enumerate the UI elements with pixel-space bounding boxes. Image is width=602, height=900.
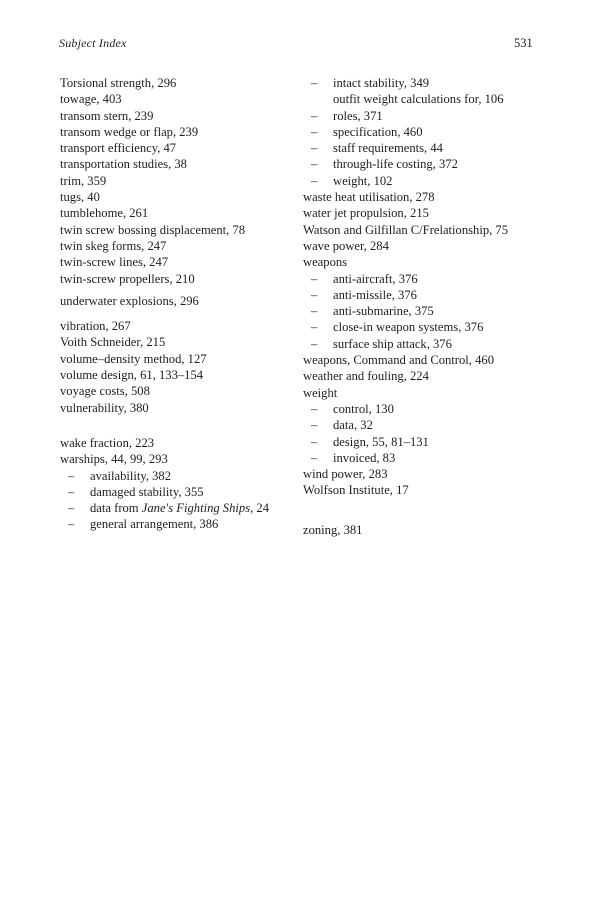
entry-text: data from [90,501,142,516]
index-entry [303,522,583,538]
index-subentry [60,516,300,532]
entry-text: surface ship attack, 376 [333,336,452,351]
index-subentry [303,336,583,352]
entry-text: volume–density method, 127 [60,351,207,366]
index-entry [60,318,300,334]
subentry-dash: – [311,141,318,156]
index-subentry [303,434,583,450]
index-entry [60,383,300,399]
entry-text: weapons, Command and Control, 460 [303,353,494,368]
index-subentry [60,500,300,516]
index-entry [60,75,300,91]
index-entry [60,140,300,156]
subentry-dash: – [311,271,318,286]
subentry-dash: – [68,517,75,532]
entry-text: tugs, 40 [60,190,100,205]
entry-text: outfit weight calculations for, 106 [333,92,504,107]
subentry-dash: – [68,468,75,483]
index-entry [60,451,300,467]
entry-text: twin screw bossing displacement, 78 [60,222,246,237]
index-subentry [303,140,583,156]
subentry-dash: – [311,418,318,433]
running-head: Subject Index [59,36,127,50]
index-entry [60,334,300,350]
entry-text: transom stern, 239 [60,108,154,123]
index-entry [60,124,300,140]
entry-text: weight [303,385,338,400]
entry-text: anti-missile, 376 [333,287,417,302]
entry-text: transom wedge or flap, 239 [60,124,199,139]
entry-title-italic: Jane's Fighting Ships [141,501,251,516]
index-subentry [303,450,583,466]
index-subentry [303,156,583,172]
index-entry [60,189,300,205]
subentry-dash: – [311,108,318,123]
subentry-dash: – [311,157,318,172]
index-subentry [303,303,583,319]
entry-text: twin-screw propellers, 210 [60,271,195,286]
entry-text: zoning, 381 [303,522,363,537]
subentry-dash: – [311,304,318,319]
entry-text: towage, 403 [60,92,122,107]
entry-text: wave power, 284 [303,238,389,253]
entry-text: vulnerability, 380 [60,400,149,415]
index-entry [60,222,300,238]
entry-text: wind power, 283 [303,467,388,482]
entry-text: Voith Schneider, 215 [60,335,166,350]
subentry-dash: – [311,434,318,449]
entry-text: through-life costing, 372 [333,157,458,172]
index-subentry [303,319,583,335]
subentry-dash: – [311,401,318,416]
subentry-dash: – [68,484,75,499]
index-subentry [303,271,583,287]
index-entry [303,238,583,254]
subentry-dash: – [311,287,318,302]
index-entry [60,205,300,221]
index-entry [60,254,300,270]
subentry-dash: – [68,501,75,516]
subentry-dash: – [311,173,318,188]
index-entry [303,254,583,270]
entry-text: twin-screw lines, 247 [60,255,169,270]
index-entry [60,367,300,383]
index-entry [60,271,300,287]
entry-text: specification, 460 [333,124,423,139]
entry-text: Torsional strength, 296 [60,76,177,90]
entry-text: water jet propulsion, 215 [303,206,429,221]
index-entry [303,385,583,401]
entry-text: tumblehome, 261 [60,206,149,221]
entry-text: staff requirements, 44 [333,141,443,156]
index-entry [303,205,583,221]
entry-text: control, 130 [333,401,394,416]
entry-page-ref: , 24 [250,501,269,516]
entry-text: underwater explosions, 296 [60,293,199,308]
index-entry [303,352,583,368]
index-subentry [303,124,583,140]
entry-text: Watson and Gilfillan C/Frelationship, 75 [303,222,509,237]
entry-text: intact stability, 349 [333,76,430,90]
entry-text: general arrangement, 386 [90,517,219,532]
index-subentry [60,484,300,500]
entry-text: availability, 382 [90,468,172,483]
index-entry [303,189,583,205]
index-entry [60,293,300,309]
index-entry [303,482,583,498]
index-column-left [60,75,300,533]
entry-text: weight, 102 [333,173,393,188]
subentry-dash: – [311,124,318,139]
index-entry [60,156,300,172]
index-entry [60,173,300,189]
index-column-right [303,75,583,538]
entry-text: design, 55, 81–131 [333,434,429,449]
entry-text: anti-aircraft, 376 [333,271,418,286]
index-subentry [303,287,583,303]
index-subentry [303,108,583,124]
entry-text: wake fraction, 223 [60,435,155,450]
index-entry [303,368,583,384]
entry-text: Wolfson Institute, 17 [303,483,409,498]
index-subentry [303,401,583,417]
index-entry [60,91,300,107]
entry-text: invoiced, 83 [333,450,396,465]
index-entry [60,400,300,416]
subentry-dash: – [311,76,318,90]
entry-text: transportation studies, 38 [60,157,187,172]
subentry-dash: – [311,450,318,465]
entry-text: close-in weapon systems, 376 [333,320,484,335]
index-subentry [303,91,583,107]
index-subentry [60,468,300,484]
entry-text: weapons [303,255,348,270]
entry-text: damaged stability, 355 [90,484,204,499]
entry-text: trim, 359 [60,173,107,188]
entry-text: transport efficiency, 47 [60,141,177,156]
entry-text: roles, 371 [333,108,383,123]
entry-text: waste heat utilisation, 278 [303,190,435,205]
page-number: 531 [514,36,533,50]
index-entry [60,108,300,124]
index-entry [303,222,583,238]
subentry-dash: – [311,336,318,351]
entry-text: weather and fouling, 224 [303,369,429,384]
index-entry [60,238,300,254]
index-entry [60,351,300,367]
entry-text: warships, 44, 99, 293 [60,452,168,467]
index-subentry [303,417,583,433]
entry-text: volume design, 61, 133–154 [60,368,204,383]
entry-text: voyage costs, 508 [60,384,150,399]
subentry-dash: – [311,320,318,335]
index-entry [60,435,300,451]
index-entry [303,466,583,482]
entry-text: data, 32 [333,418,373,433]
entry-text: twin skeg forms, 247 [60,238,167,253]
entry-text: anti-submarine, 375 [333,304,434,319]
entry-text: vibration, 267 [60,319,131,334]
index-subentry [303,173,583,189]
index-subentry [303,75,583,91]
